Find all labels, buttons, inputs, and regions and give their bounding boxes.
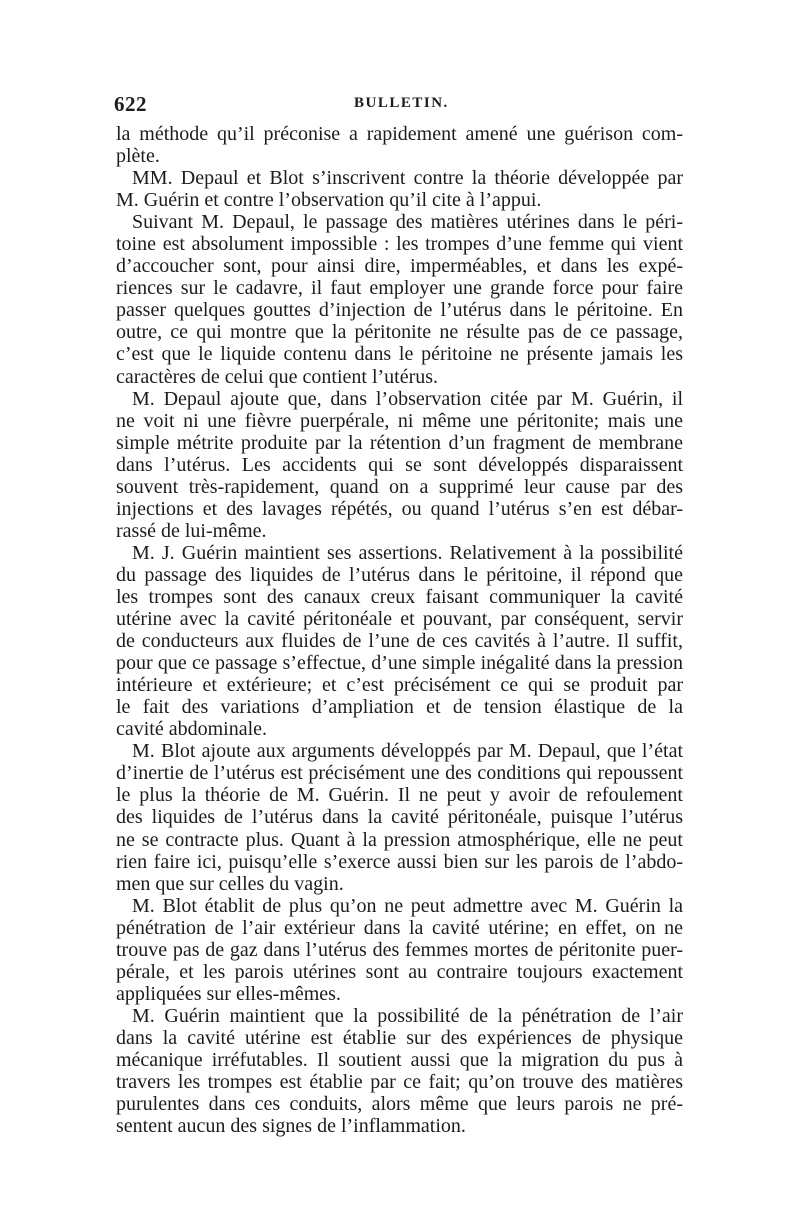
running-head bbox=[114, 92, 686, 122]
text-line: les trompes sont des canaux creux faisant communiquer la cavité bbox=[116, 585, 683, 608]
text-line: d’inertie de l’utérus est précisément une des conditions qui repoussent bbox=[116, 762, 683, 785]
text-line: M. J. Guérin maintient ses assertions. Relativement à la possibilité bbox=[132, 541, 683, 564]
text-line: d’accoucher sont, pour ainsi dire, imperméables, et dans les expé- bbox=[116, 255, 683, 278]
text-line: intérieure et extérieure; et c’est précisément ce qui se produit par bbox=[116, 674, 683, 697]
text-line: purulentes dans ces conduits, alors même que leurs parois ne pré- bbox=[116, 1093, 683, 1116]
text-line: M. Blot ajoute aux arguments développés par M. Depaul, que l’état bbox=[132, 740, 683, 763]
text-line: rien faire ici, puisqu’elle s’exerce aussi bien sur les parois de l’abdo- bbox=[116, 850, 683, 873]
text-line: ne se contracte plus. Quant à la pression atmosphérique, elle ne peut bbox=[116, 828, 683, 851]
text-line: des liquides de l’utérus dans la cavité péritonéale, puisque l’utérus bbox=[116, 806, 683, 829]
text-line: la méthode qu’il préconise a rapidement amené une guérison com- bbox=[116, 123, 683, 145]
running-title: BULLETIN. bbox=[354, 95, 449, 111]
text-line: riences sur le cadavre, il faut employer une grande force pour faire bbox=[116, 277, 683, 300]
text-line: plète. bbox=[116, 145, 160, 168]
text-line: sentent aucun des signes de l’inflammation. bbox=[116, 1115, 466, 1138]
text-line: men que sur celles du vagin. bbox=[116, 872, 344, 895]
text-line: travers les trompes est établie par ce fait; qu’on trouve des matières bbox=[116, 1071, 683, 1094]
text-line: simple métrite produite par la rétention d’un fragment de membrane bbox=[116, 431, 683, 454]
text-line: dans l’utérus. Les accidents qui se sont développés disparaissent bbox=[116, 453, 683, 476]
text-line: caractères de celui que contient l’utérus. bbox=[116, 365, 439, 388]
text-line: Suivant M. Depaul, le passage des matières utérines dans le péri- bbox=[132, 211, 683, 234]
text-line: le fait des variations d’ampliation et de tension élastique de la bbox=[116, 696, 683, 719]
text-line: c’est que le liquide contenu dans le péritoine ne présente jamais les bbox=[116, 343, 683, 366]
text-line: utérine avec la cavité péritonéale et pouvant, par conséquent, servir bbox=[116, 608, 683, 631]
text-line: dans la cavité utérine est établie sur des expériences de physique bbox=[116, 1026, 683, 1049]
text-line: M. Guérin maintient que la possibilité de la pénétration de l’air bbox=[132, 1004, 683, 1027]
text-line: pour que ce passage s’effectue, d’une simple inégalité dans la pression bbox=[116, 652, 683, 675]
text-line: MM. Depaul et Blot s’inscrivent contre la théorie développée par bbox=[132, 167, 683, 190]
text-line: pérale, et les parois utérines sont au contraire toujours exactement bbox=[116, 960, 683, 983]
text-line: trouve pas de gaz dans l’utérus des femmes mortes de péritonite puer- bbox=[116, 938, 683, 961]
text-line: le plus la théorie de M. Guérin. Il ne peut y avoir de refoulement bbox=[116, 784, 683, 807]
text-line: cavité abdominale. bbox=[116, 718, 268, 741]
text-line: M. Blot établit de plus qu’on ne peut admettre avec M. Guérin la bbox=[132, 894, 683, 917]
text-line: de conducteurs aux fluides de l’une de ces cavités à l’autre. Il suffit, bbox=[116, 630, 683, 653]
text-line: rassé de lui-même. bbox=[116, 519, 267, 542]
text-line: du passage des liquides de l’utérus dans le péritoine, il répond que bbox=[116, 563, 683, 586]
text-line: souvent très-rapidement, quand on a supprimé leur cause par des bbox=[116, 475, 683, 498]
text-line: toine est absolument impossible : les trompes d’une femme qui vient bbox=[116, 233, 683, 256]
body-text bbox=[116, 123, 683, 1137]
text-line: appliquées sur elles-mêmes. bbox=[116, 982, 341, 1005]
text-line: ne voit ni une fièvre puerpérale, ni même une péritonite; mais une bbox=[116, 409, 683, 432]
text-line: outre, ce qui montre que la péritonite ne résulte pas de ce passage, bbox=[116, 321, 683, 344]
text-line: pénétration de l’air extérieur dans la cavité utérine; en effet, on ne bbox=[116, 916, 683, 939]
text-line: M. Depaul ajoute que, dans l’observation citée par M. Guérin, il bbox=[132, 387, 683, 410]
text-line: mécanique irréfutables. Il soutient aussi que la migration du pus à bbox=[116, 1048, 683, 1071]
text-line: injections et des lavages répétés, ou quand l’utérus s’en est débar- bbox=[116, 497, 683, 520]
page-number: 622 bbox=[114, 92, 147, 116]
text-line: passer quelques gouttes d’injection de l’utérus dans le péritoine. En bbox=[116, 299, 683, 322]
text-line: M. Guérin et contre l’observation qu’il cite à l’appui. bbox=[116, 189, 542, 212]
